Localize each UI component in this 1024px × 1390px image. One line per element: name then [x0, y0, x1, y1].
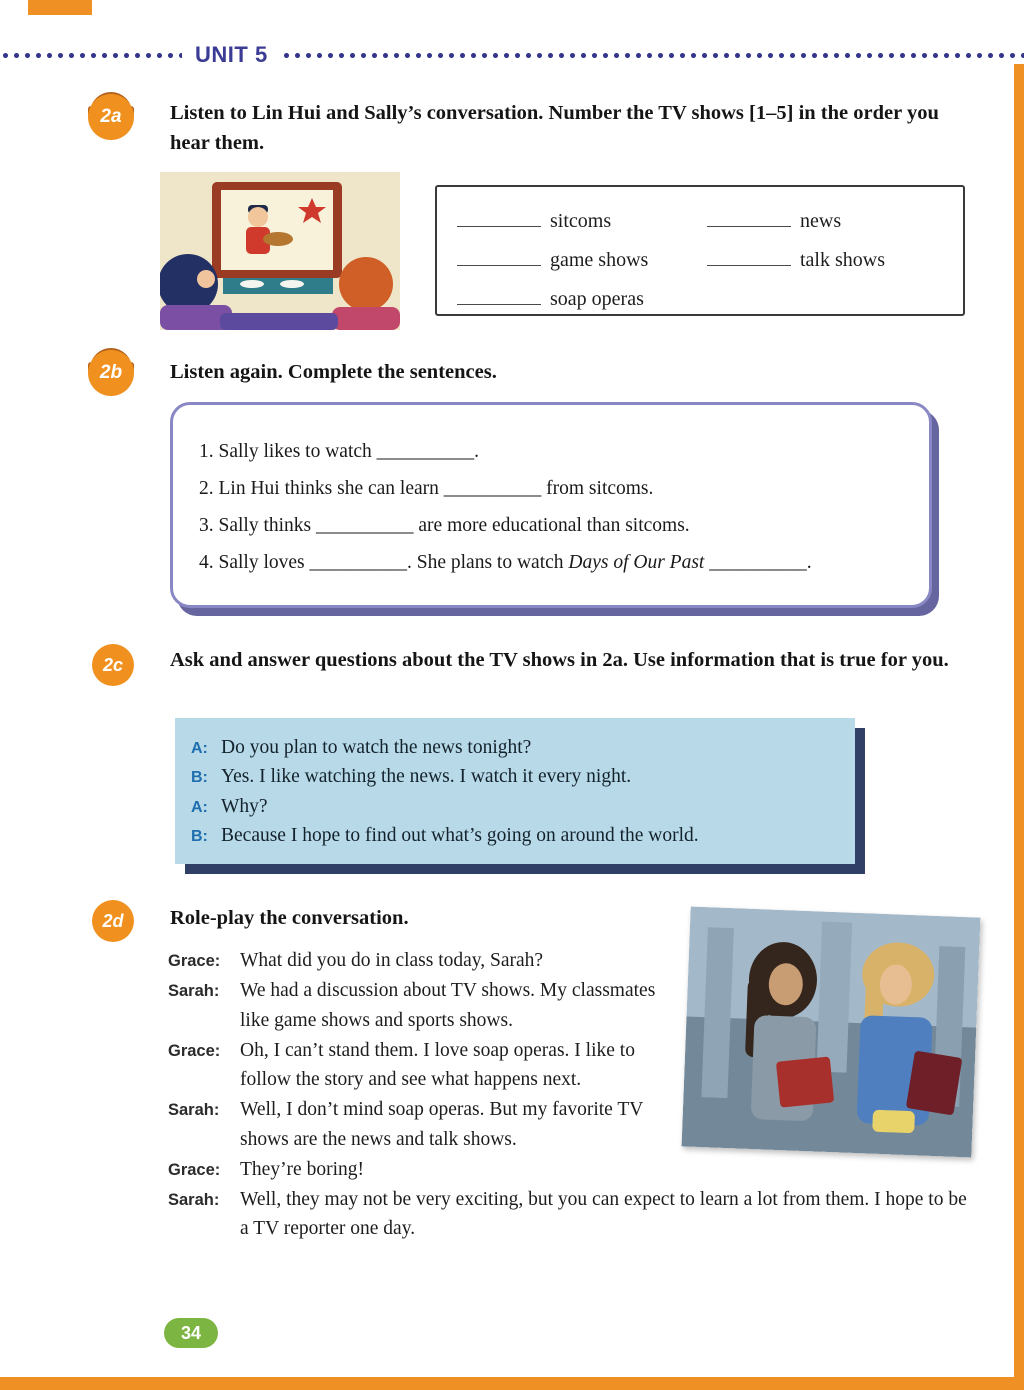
students-photo: [682, 907, 981, 1158]
section-2d-badge: [92, 900, 134, 942]
speaker-label: A:: [191, 798, 208, 816]
conversation-line: [168, 1185, 968, 1244]
speaker-label: Sarah:: [168, 1101, 220, 1120]
section-2d-label: 2d: [92, 900, 134, 942]
tv-show-option: [457, 246, 707, 272]
sentence-1: 1. Sally likes to watch __________.: [199, 441, 480, 462]
conversation-text: Oh, I can’t stand them. I love soap operas. I like to follow the story and see what happens next.: [240, 1039, 635, 1090]
section-2d-instruction: Role-play the conversation.: [170, 907, 409, 929]
section-2c-instruction: Ask and answer questions about the TV shows in 2a. Use information that is true for you.: [170, 649, 949, 671]
sentence-4: [199, 544, 903, 581]
conversation-text: What did you do in class today, Sarah?: [240, 950, 544, 971]
tv-scene-drawing: [160, 172, 400, 330]
page-number-badge: 34: [164, 1318, 218, 1348]
conversation-text: We had a discussion about TV shows. My classmates like game shows and sports shows.: [240, 980, 656, 1031]
sample-dialogue-box: [175, 718, 855, 864]
tv-show-label: sitcoms: [550, 210, 612, 232]
section-2b-badge: [88, 350, 134, 396]
tv-show-option: [707, 246, 945, 272]
sentence-4-pre: 4. Sally loves __________. She plans to watch: [199, 552, 569, 574]
sentence-2: 2. Lin Hui thinks she can learn __________ from sitcoms.: [199, 478, 654, 500]
tv-show-label: news: [800, 210, 842, 232]
page-edge-tab: [28, 0, 92, 15]
unit-title: UNIT 5: [195, 42, 268, 67]
dialogue-text: Yes. I like watching the news. I watch it every night.: [221, 766, 632, 788]
tv-show-option: [457, 285, 707, 311]
dotted-rule-right: [281, 52, 1024, 59]
conversation-text: Well, I don’t mind soap operas. But my favorite TV shows are the news and talk shows.: [240, 1099, 643, 1150]
role-play-conversation: [168, 946, 968, 1245]
dialogue-line: [191, 792, 835, 821]
speaker-label: A:: [191, 740, 208, 757]
page-edge-right: [1014, 64, 1024, 1390]
answer-blank: [707, 246, 791, 266]
answer-blank: [457, 285, 541, 305]
section-2c-badge: [92, 644, 134, 686]
page-edge-bottom: [0, 1377, 1024, 1390]
section-2a-instruction: Listen to Lin Hui and Sally’s conversation. Number the TV shows [1–5] in the order you hear them.: [170, 102, 939, 154]
answer-blank: [457, 207, 541, 227]
section-2a-badge: [88, 94, 134, 140]
unit-header: [0, 42, 1024, 68]
speaker-label: Grace:: [168, 1160, 221, 1179]
two-students-walking-photo: [682, 907, 981, 1158]
dialogue-line: [191, 762, 835, 791]
tv-show-option: [707, 207, 945, 233]
conversation-line: [168, 1155, 968, 1184]
dialogue-line: [191, 821, 835, 850]
tv-show-option: [457, 207, 707, 233]
dialogue-text: Because I hope to find out what’s going on around the world.: [221, 824, 699, 846]
speaker-label: Sarah:: [168, 982, 220, 1001]
sentence-4-title: Days of Our Past: [568, 552, 705, 574]
answer-blank: [457, 246, 541, 266]
dotted-rule-left: [0, 52, 182, 59]
dialogue-text: Why?: [221, 795, 268, 817]
speaker-label: B:: [191, 769, 208, 787]
section-2a-label: 2a: [88, 94, 134, 140]
tv-show-label: talk shows: [800, 249, 885, 271]
conversation-text: Well, they may not be very exciting, but you can expect to learn a lot from them. I hope to be a TV reporter one day.: [240, 1189, 967, 1240]
section-2b-label: 2b: [88, 350, 134, 396]
conversation-text: They’re boring!: [240, 1158, 364, 1180]
complete-sentences-box: [170, 402, 932, 608]
answer-blank: [707, 207, 791, 227]
tv-shows-answer-box: [435, 185, 965, 316]
dialogue-line: [191, 733, 835, 762]
tv-show-label: game shows: [550, 249, 649, 271]
tv-show-label: soap operas: [550, 288, 644, 310]
speaker-label: Grace:: [168, 952, 221, 970]
speaker-label: Sarah:: [168, 1191, 220, 1209]
sentence-4-post: __________.: [704, 552, 812, 574]
tv-watching-illustration: [160, 172, 400, 330]
speaker-label: B:: [191, 827, 208, 845]
section-2b-instruction: Listen again. Complete the sentences.: [170, 361, 497, 383]
speaker-label: Grace:: [168, 1041, 221, 1060]
sentence-3: 3. Sally thinks __________ are more educational than sitcoms.: [199, 515, 690, 537]
dialogue-text: Do you plan to watch the news tonight?: [221, 737, 532, 758]
section-2c-label: 2c: [92, 644, 134, 686]
